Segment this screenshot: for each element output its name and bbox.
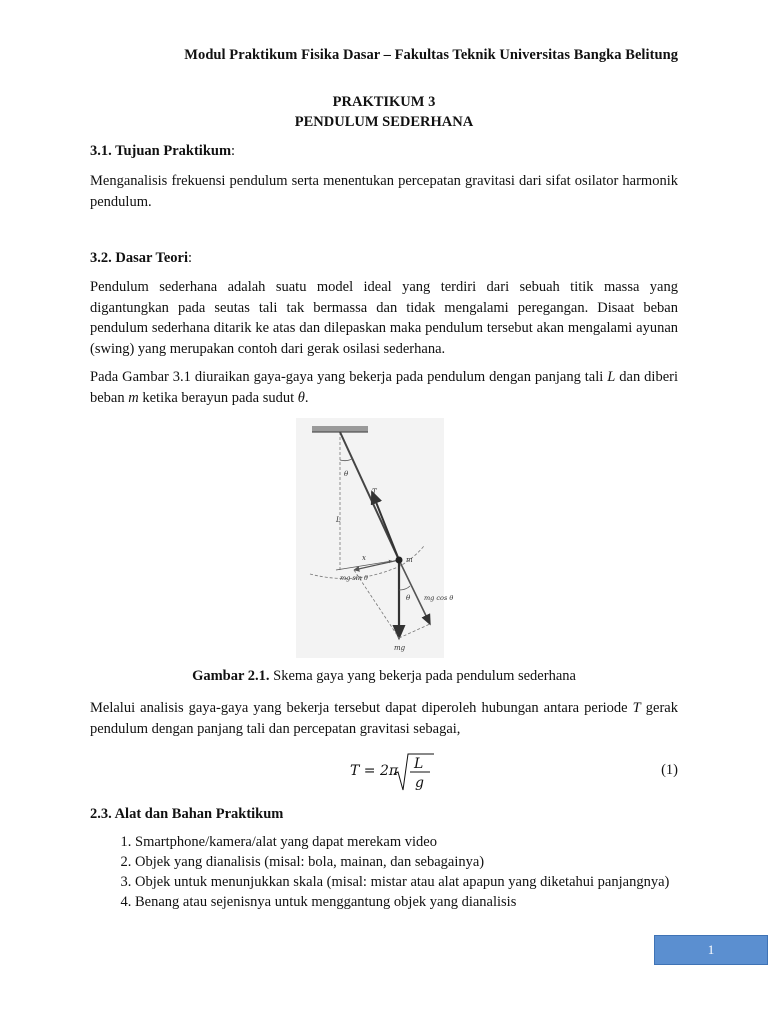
equation-denominator: g (415, 775, 424, 791)
label-mg: mg (394, 644, 406, 652)
list-item: 1. Smartphone/kamera/alat yang dapat merekam video (135, 832, 707, 852)
equation-numerator: L (414, 756, 424, 772)
label-mg-cos: mg cos θ (424, 594, 454, 602)
label-length: L (336, 516, 341, 524)
dasar-teori-paragraph-1: Pendulum sederhana adalah suatu model ideal yang terdiri dari sebuah titik massa yang digantungkan pada seutas tali tak bermassa dan tidak mengalami peregangan. Disaat beban pendulum sederhana ditarik ke atas dan dilepaskan maka pendulum tersebut akan mengalami ayunan (swing) yang merupakan contoh dari gerak osilasi sederhana. (90, 279, 678, 357)
running-header: Modul Praktikum Fisika Dasar – Fakultas Teknik Universitas Bangka Belitung (184, 47, 678, 63)
page-number-badge: 1 (654, 935, 768, 965)
equipment-list (108, 832, 707, 912)
practicum-number: PRAKTIKUM 3 (332, 94, 436, 110)
label-theta-low: θ (406, 594, 411, 602)
section-heading-dasar-teori: 3.2. Dasar Teori: (90, 250, 193, 266)
list-item: 3. Objek untuk menunjukkan skala (misal: mistar atau alat apapun yang diketahui panjangnya) (135, 872, 707, 892)
label-mass: m (406, 556, 413, 564)
label-theta-top: θ (344, 470, 349, 478)
section-heading-alat-bahan: 2.3. Alat dan Bahan Praktikum (90, 806, 284, 822)
dasar-teori-paragraph-2: Pada Gambar 3.1 diuraikan gaya-gaya yang bekerja pada pendulum dengan panjang tali L dan diberi beban m ketika berayun pada sudut θ. (90, 369, 678, 406)
figure-caption: Gambar 2.1. Skema gaya yang bekerja pada pendulum sederhana (192, 668, 576, 684)
list-item: 4. Benang atau sejenisnya untuk menggantung objek yang dianalisis (135, 892, 707, 912)
tujuan-paragraph: Menganalisis frekuensi pendulum serta menentukan percepatan gravitasi dari sifat osilator harmonik pendulum. (90, 173, 678, 210)
label-mg-sin: mg sin θ (340, 574, 368, 582)
practicum-title: PENDULUM SEDERHANA (294, 114, 474, 130)
pendulum-force-diagram (296, 418, 454, 658)
equation-lhs: T = 2π (350, 763, 399, 779)
label-x: x (362, 554, 366, 562)
label-tension: T (372, 488, 377, 496)
analysis-paragraph: Melalui analisis gaya-gaya yang bekerja tersebut dapat diperoleh hubungan antara periode T gerak pendulum dengan panjang tali dan percepatan gravitasi sebagai, (90, 700, 678, 737)
period-equation (350, 750, 440, 801)
list-item: 2. Objek yang dianalisis (misal: bola, mainan, dan sebagainya) (135, 852, 707, 872)
section-heading-tujuan: 3.1. Tujuan Praktikum: (90, 143, 236, 159)
period-equation-graphic (350, 750, 440, 796)
equation-number: (1) (661, 762, 678, 778)
